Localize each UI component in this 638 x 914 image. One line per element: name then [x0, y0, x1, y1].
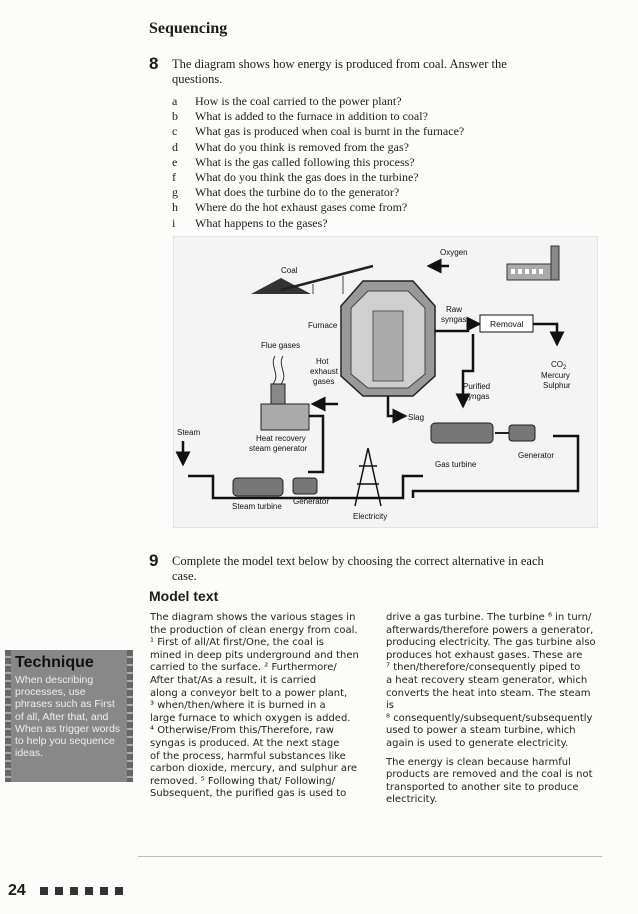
question-9-line2: case.	[172, 569, 197, 583]
removal-label: Removal	[490, 319, 524, 329]
coal-energy-diagram	[173, 236, 598, 528]
footer-square	[85, 887, 93, 895]
list-item: e What is the gas called following this process?	[172, 154, 415, 169]
heat-recovery-steam-generator	[261, 404, 309, 430]
list-item: d What do you think is removed from the gas?	[172, 139, 409, 154]
list-item: b What is added to the furnace in addition to coal?	[172, 109, 428, 124]
purified-syngas-label-2: syngas	[464, 392, 490, 401]
question-9-number: 9	[149, 551, 159, 570]
oxygen-label: Oxygen	[440, 248, 468, 257]
generator-left-label: Generator	[293, 497, 330, 506]
section-title: Sequencing	[149, 20, 228, 37]
technique-heading: Technique	[15, 654, 94, 671]
generator-right-label: Generator	[518, 451, 555, 460]
question-9-line1: Complete the model text below by choosing the correct alternative in each	[172, 554, 544, 568]
raw-syngas-label-2: syngas	[441, 315, 467, 324]
question-8-text	[172, 57, 507, 87]
question-8-number: 8	[149, 54, 159, 73]
model-text-left-column: The diagram shows the various stages in the production of clean energy from coal. ¹ First of all/At first/One, the coal is mined in deep pits underground and then carried to the surface. ² Furthermore/ After that/As a result, it is carried along a conveyor belt to a power plant, ³ when/then/where it is burned in a large furnace to which oxygen is added. ⁴ Otherwise/From this/Therefore, raw syngas is produced. At the next stage of the process, harmful substances like carbon dioxide, mercury, and sulphur are removed. ⁵ Following that/ Following/ Subsequent, the purified gas is used to	[150, 612, 359, 800]
list-item: f What do you think the gas does in the turbine?	[172, 169, 419, 184]
hot-exhaust-label-3: gases	[313, 377, 335, 386]
coal-label: Coal	[281, 266, 298, 275]
steam-turbine	[233, 478, 283, 496]
question-8-list	[172, 94, 464, 231]
hrsg-label-2: steam generator	[249, 444, 308, 453]
list-item: h Where do the hot exhaust gases come from?	[172, 200, 408, 215]
co2-label: $CO_2$	[551, 360, 567, 371]
question-9-text	[172, 554, 544, 584]
hrsg-label-1: Heat recovery	[256, 434, 306, 443]
footer-square	[115, 887, 123, 895]
electricity-label: Electricity	[353, 512, 388, 521]
slag-label: Slag	[408, 413, 425, 422]
sulphur-label: Sulphur	[543, 381, 571, 390]
hot-exhaust-label-2: exhaust	[310, 367, 339, 376]
gas-turbine	[431, 423, 493, 443]
furnace-label: Furnace	[308, 321, 338, 330]
purified-syngas-label-1: Purified	[463, 382, 491, 391]
raw-syngas-label-1: Raw	[446, 305, 463, 314]
model-text-right-column: drive a gas turbine. The turbine ⁶ in turn/ afterwards/therefore powers a generator, producing electricity. The gas turbine also produces hot exhaust gases. These are ⁷ then/therefore/consequently piped to a heat recovery steam generator, which converts the heat into steam. The steam is ⁸ consequently/subsequent/subsequently used to power a steam turbine, which again is used to generate electricity. The energy is clean because harmful products are removed and the coal is not transported to another site to produce electricity.	[386, 612, 596, 806]
generator-right	[509, 425, 535, 441]
list-item: c What gas is produced when coal is burnt in the furnace?	[172, 124, 465, 139]
generator-left	[293, 478, 317, 494]
footer-square	[40, 887, 48, 895]
model-text-heading: Model text	[149, 588, 219, 604]
question-8-line1: The diagram shows how energy is produced from coal. Answer the	[172, 57, 507, 71]
footer-square	[100, 887, 108, 895]
list-item: i What happens to the gases?	[172, 215, 328, 230]
steam-label: Steam	[177, 428, 201, 437]
flue-gases-label: Flue gases	[261, 341, 301, 350]
footer-square	[70, 887, 78, 895]
technique-body: When describing processes, use phrases such as First of all, After that, and When as trigger words to help you sequence ideas.	[15, 674, 121, 760]
gas-turbine-label: Gas turbine	[435, 460, 477, 469]
list-item: g What does the turbine do to the generator?	[172, 185, 400, 200]
question-8-line2: questions.	[172, 72, 223, 86]
page-number: 24	[8, 882, 26, 899]
footer-square	[55, 887, 63, 895]
mercury-label: Mercury	[541, 371, 570, 380]
list-item: a How is the coal carried to the power plant?	[172, 94, 402, 108]
steam-turbine-label: Steam turbine	[232, 502, 282, 511]
technique-box	[5, 650, 133, 782]
hot-exhaust-label-1: Hot	[316, 357, 329, 366]
